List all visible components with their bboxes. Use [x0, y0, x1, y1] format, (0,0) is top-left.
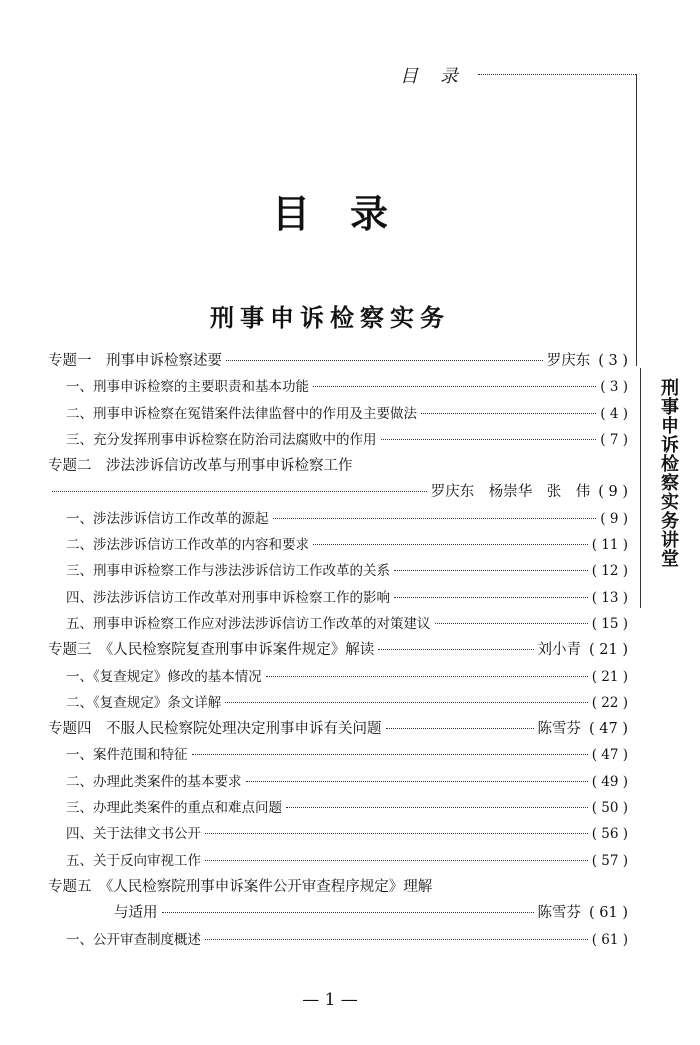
toc-entry — [48, 690, 628, 716]
toc-entry — [48, 821, 628, 847]
dot-leader — [226, 360, 543, 361]
toc-entry — [48, 769, 628, 795]
toc-entry — [48, 611, 628, 637]
toc-entry-title: 专题五 《人民检察院刑事申诉案件公开审查程序规定》理解 — [48, 878, 433, 895]
toc-entry-page: ( 11 ) — [591, 537, 628, 554]
dot-leader — [394, 597, 588, 598]
dot-leader — [266, 676, 588, 677]
toc-entry-page: ( 3 ) — [600, 379, 628, 396]
toc-entry — [48, 532, 628, 558]
toc-entry-title: 一、案件范围和特征 — [66, 747, 188, 764]
section-title: 刑事申诉检察实务 — [210, 303, 450, 332]
toc-entry-title: 专题二 涉法涉诉信访改革与刑事申诉检察工作 — [48, 458, 353, 475]
dot-leader — [52, 491, 427, 492]
toc-entry — [48, 637, 628, 663]
toc-entry — [48, 927, 628, 953]
toc-entry-title: 二、刑事申诉检察在冤错案件法律监督中的作用及主要做法 — [66, 405, 417, 422]
toc-entry-title: 三、办理此类案件的重点和难点问题 — [66, 800, 282, 817]
toc-entry — [48, 506, 628, 532]
toc-entry-page: ( 3 ) — [598, 353, 628, 369]
toc-entry-title: 四、涉法涉诉信访工作改革对刑事申诉检察工作的影响 — [66, 589, 390, 606]
toc-entry-author: 罗庆东 杨崇华 张 伟 — [430, 484, 591, 501]
dot-leader — [286, 807, 588, 808]
toc-entry — [48, 900, 628, 926]
toc-entry-title: 一、涉法涉诉信访工作改革的源起 — [66, 510, 269, 527]
toc-entry-title: 专题三 《人民检察院复查刑事申诉案件规定》解读 — [48, 642, 375, 659]
toc-entry-page: ( 15 ) — [591, 615, 628, 632]
toc-entry-author: 刘小青 — [537, 642, 582, 659]
toc-entry-title: 四、关于法律文书公开 — [66, 826, 201, 843]
toc-entry-author: 罗庆东 — [546, 353, 591, 369]
toc-entry-page: ( 57 ) — [591, 852, 628, 869]
toc-entry — [48, 427, 628, 453]
toc-entry-title: 二、办理此类案件的基本要求 — [66, 773, 242, 790]
toc-entry-page: ( 21 ) — [591, 668, 628, 685]
dot-leader — [313, 544, 588, 545]
toc-entry-page: ( 9 ) — [598, 484, 628, 501]
toc-entry-page: ( 22 ) — [591, 694, 628, 711]
toc-entry-page: ( 47 ) — [591, 747, 628, 764]
toc-entry-title: 一、公开审查制度概述 — [66, 931, 201, 948]
dot-leader — [192, 754, 588, 755]
table-of-contents — [48, 348, 628, 953]
toc-entry-page: ( 61 ) — [589, 905, 628, 922]
toc-entry — [48, 401, 628, 427]
page-title: 目录 — [271, 191, 428, 236]
dot-leader — [225, 702, 587, 703]
running-head-rule — [478, 74, 636, 75]
toc-entry-title: 一、刑事申诉检察的主要职责和基本功能 — [66, 379, 309, 396]
toc-entry — [48, 742, 628, 768]
toc-entry-title: 一、《复查规定》修改的基本情况 — [66, 668, 262, 685]
toc-entry — [48, 716, 628, 742]
toc-entry-page: ( 47 ) — [589, 721, 628, 738]
running-head: 目录 — [400, 66, 480, 87]
toc-entry — [48, 479, 628, 505]
dot-leader — [435, 623, 588, 624]
dot-leader — [205, 860, 588, 861]
side-tab — [640, 368, 695, 578]
toc-entry-title: 专题一 刑事申诉检察述要 — [48, 353, 222, 369]
side-rule-bottom — [640, 578, 641, 608]
toc-entry-title: 二、《复查规定》条文详解 — [66, 694, 222, 711]
toc-entry-page: ( 49 ) — [591, 773, 628, 790]
dot-leader — [162, 912, 534, 913]
side-tab-label: 刑事申诉检察实务讲堂 — [658, 378, 679, 568]
toc-entry-title: 三、刑事申诉检察工作与涉法涉诉信访工作改革的关系 — [66, 563, 390, 580]
dot-leader — [246, 781, 588, 782]
toc-entry — [48, 453, 628, 479]
toc-entry-title: 三、充分发挥刑事申诉检察在防治司法腐败中的作用 — [66, 431, 377, 448]
toc-entry-page: ( 12 ) — [591, 563, 628, 580]
toc-entry — [48, 664, 628, 690]
toc-entry — [48, 374, 628, 400]
toc-entry-page: ( 50 ) — [591, 800, 628, 817]
toc-entry-title: 与适用 — [114, 905, 158, 922]
toc-entry — [48, 795, 628, 821]
dot-leader — [386, 728, 534, 729]
dot-leader — [378, 649, 533, 650]
toc-entry — [48, 558, 628, 584]
dot-leader — [394, 570, 588, 571]
dot-leader — [273, 518, 597, 519]
toc-entry-page: ( 13 ) — [591, 589, 628, 606]
toc-entry — [48, 585, 628, 611]
dot-leader — [381, 439, 597, 440]
dot-leader — [205, 939, 588, 940]
toc-entry — [48, 874, 628, 900]
dot-leader — [421, 413, 596, 414]
toc-entry-page: ( 9 ) — [600, 510, 628, 527]
dot-leader — [205, 833, 588, 834]
toc-entry-title: 五、关于反向审视工作 — [66, 852, 201, 869]
toc-entry-page: ( 21 ) — [589, 642, 628, 659]
page-number: — 1 — — [302, 990, 358, 1010]
toc-entry — [48, 348, 628, 374]
dot-leader — [313, 386, 596, 387]
toc-entry-page: ( 61 ) — [591, 931, 628, 948]
toc-entry-page: ( 56 ) — [591, 826, 628, 843]
toc-entry — [48, 848, 628, 874]
toc-entry-title: 五、刑事申诉检察工作应对涉法涉诉信访工作改革的对策建议 — [66, 615, 431, 632]
toc-entry-author: 陈雪芬 — [537, 905, 582, 922]
toc-entry-author: 陈雪芬 — [537, 721, 582, 738]
toc-entry-title: 专题四 不服人民检察院处理决定刑事申诉有关问题 — [48, 721, 382, 738]
toc-entry-page: ( 7 ) — [600, 431, 628, 448]
toc-entry-page: ( 4 ) — [600, 405, 628, 422]
toc-entry-title: 二、涉法涉诉信访工作改革的内容和要求 — [66, 537, 309, 554]
